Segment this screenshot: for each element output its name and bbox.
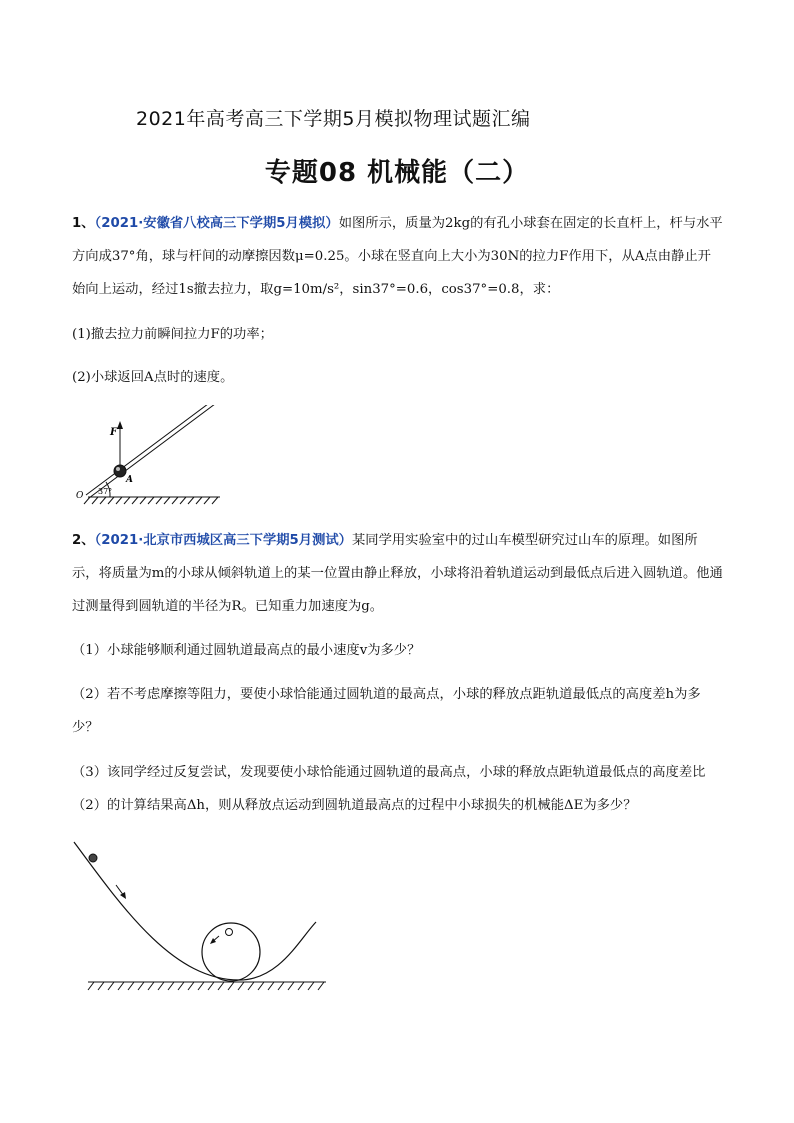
ball-in-loop: [226, 929, 233, 936]
force-label: F: [110, 427, 118, 438]
q1-subquestion-2: (2)小球返回A点时的速度。: [72, 370, 234, 385]
ball: [114, 465, 126, 477]
origin-label: O: [76, 491, 84, 501]
force-arrowhead: [117, 421, 123, 429]
ball-on-slope: [89, 854, 97, 862]
question-text: 某同学用实验室中的过山车模型研究过山车的原理。如图所示，将质量为m的小球从倾斜轨道上的某一位置由静止释放，小球将沿着轨道运动到最低点后进入圆轨道。他通过测量得到圆轨道的半径为R。已知重力加速度为g。: [72, 533, 723, 614]
track: [74, 842, 316, 980]
question-text: 如图所示，质量为2kg的有孔小球套在固定的长直杆上，杆与水平方向成37°角，球与杆间的动摩擦因数μ=0.25。小球在竖直向上大小为30N的拉力F作用下，从A点由静止开始向上运动，经过1s撤去拉力，取g=10m/s²，sin37°=0.6，cos37°=0.8，求：: [72, 216, 723, 297]
point-a-label: A: [126, 475, 133, 485]
question-source: （2021·安徽省八校高三下学期5月模拟）: [94, 216, 339, 231]
angle-label: 37°: [98, 487, 113, 496]
question-1: [72, 207, 724, 306]
ground-hatching: [88, 982, 326, 990]
question-source: （2021·北京市西城区高三下学期5月测试）: [94, 533, 352, 548]
motion-arrowhead: [120, 892, 126, 899]
q1-subquestion-1: (1)撤去拉力前瞬间拉力F的功率；: [72, 327, 273, 342]
figure-loop-track: [64, 830, 334, 1000]
page-title: 专题08 机械能（二）: [264, 158, 530, 188]
q2-subquestion-3: （3）该同学经过反复尝试，发现要使小球恰能通过圆轨道的最高点，小球的释放点距轨道最低点的高度差比（2）的计算结果高Δh，则从释放点运动到圆轨道最高点的过程中小球损失的机械能ΔE为多少？: [72, 765, 706, 813]
question-number: 2、: [72, 533, 95, 548]
q2-subquestion-2: （2）若不考虑摩擦等阻力，要使小球恰能通过圆轨道的最高点，小球的释放点距轨道最低点的高度差h为多少？: [72, 687, 701, 735]
figure-inclined-rod: [70, 405, 240, 515]
q2-subquestion-1: （1）小球能够顺利通过圆轨道最高点的最小速度v为多少？: [72, 643, 421, 658]
question-number: 1、: [72, 216, 95, 231]
ball-highlight: [116, 467, 120, 471]
rod: [86, 405, 223, 498]
question-2: [72, 524, 724, 623]
ground-hatching: [84, 497, 220, 504]
document-header: 2021年高考高三下学期5月模拟物理试题汇编: [136, 108, 531, 130]
